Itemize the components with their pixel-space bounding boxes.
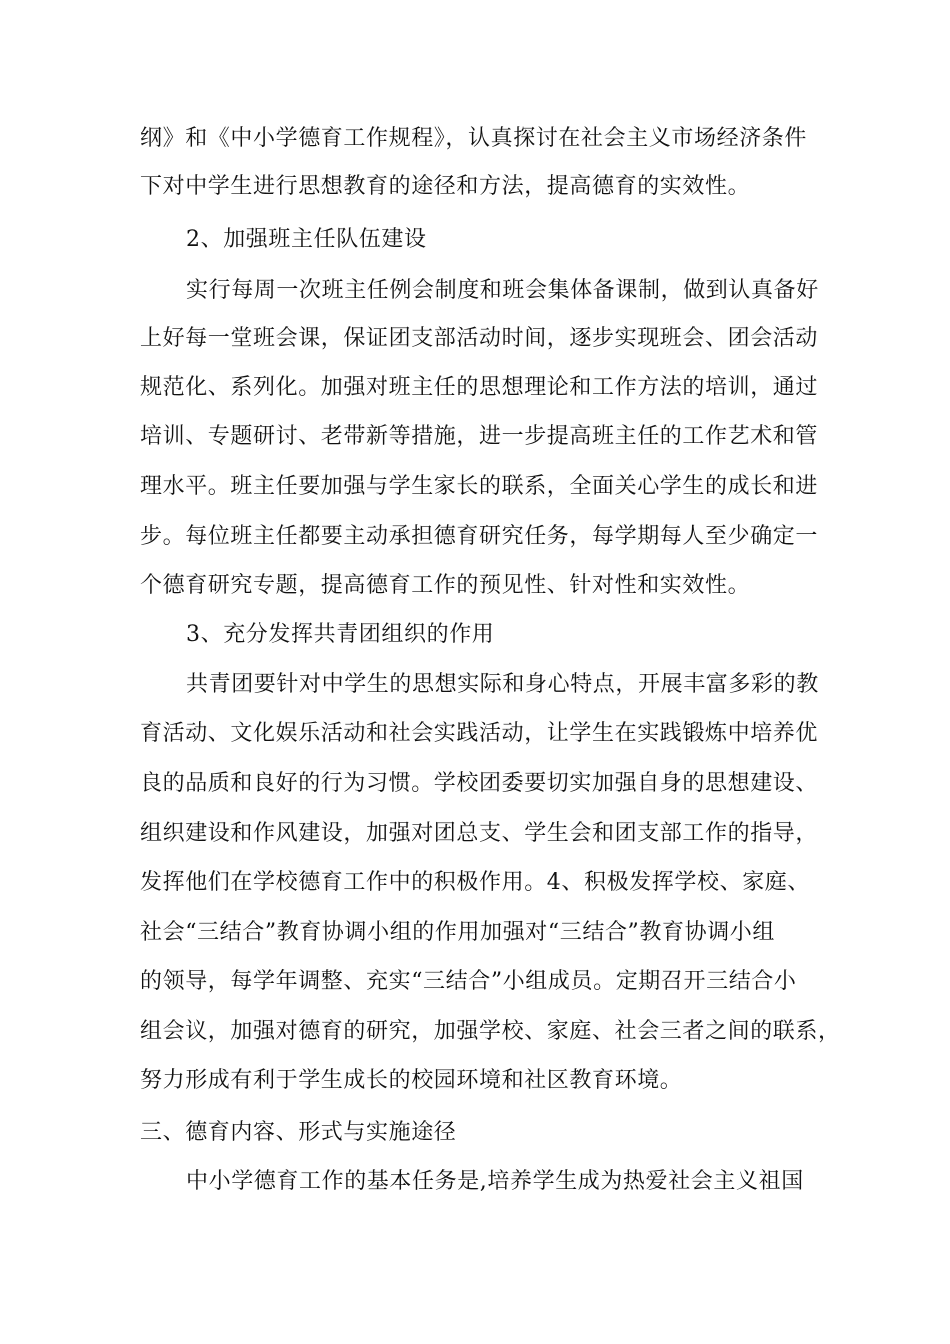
text-line: 规范化、系列化。加强对班主任的思想理论和工作方法的培训，通过 <box>140 375 819 400</box>
text-line: 的领导，每学年调整、充实“三结合”小组成员。定期召开三结合小 <box>140 969 797 994</box>
text-line: 培训、专题研讨、老带新等措施，进一步提高班主任的工作艺术和管 <box>140 424 819 449</box>
section-heading: 三、德育内容、形式与实施途径 <box>140 1120 457 1145</box>
section-heading: 2、加强班主任队伍建设 <box>186 227 427 252</box>
text-line: 理水平。班主任要加强与学生家长的联系，全面关心学生的成长和进 <box>140 474 819 499</box>
section-heading: 3、充分发挥共青团组织的作用 <box>186 622 495 647</box>
text-line: 努力形成有利于学生成长的校园环境和社区教育环境。 <box>140 1068 683 1093</box>
text-line: 上好每一堂班会课，保证团支部活动时间，逐步实现班会、团会活动 <box>140 326 819 351</box>
text-line: 实行每周一次班主任例会制度和班会集体备课制，做到认真备好 <box>186 278 819 303</box>
text-line: 育活动、文化娱乐活动和社会实践活动，让学生在实践锻炼中培养优 <box>140 721 819 746</box>
text-line: 下对中学生进行思想教育的途径和方法，提高德育的实效性。 <box>140 174 751 199</box>
text-line: 步。每位班主任都要主动承担德育研究任务，每学期每人至少确定一 <box>140 524 819 549</box>
text-line: 个德育研究专题，提高德育工作的预见性、针对性和实效性。 <box>140 573 751 598</box>
text-line: 组会议，加强对德育的研究，加强学校、家庭、社会三者之间的联系， <box>140 1019 841 1044</box>
text-line: 共青团要针对中学生的思想实际和身心特点，开展丰富多彩的教 <box>186 672 819 697</box>
text-line: 发挥他们在学校德育工作中的积极作用。4、积极发挥学校、家庭、 <box>140 870 810 895</box>
text-line: 社会“三结合”教育协调小组的作用加强对“三结合”教育协调小组 <box>140 920 775 945</box>
text-line: 良的品质和良好的行为习惯。学校团委要切实加强自身的思想建设、 <box>140 771 819 796</box>
text-line: 纲》和《中小学德育工作规程》，认真探讨在社会主义市场经济条件 <box>140 126 808 151</box>
text-line: 中小学德育工作的基本任务是,培养学生成为热爱社会主义祖国 <box>186 1169 804 1194</box>
text-line: 组织建设和作风建设，加强对团总支、学生会和团支部工作的指导， <box>140 821 819 846</box>
